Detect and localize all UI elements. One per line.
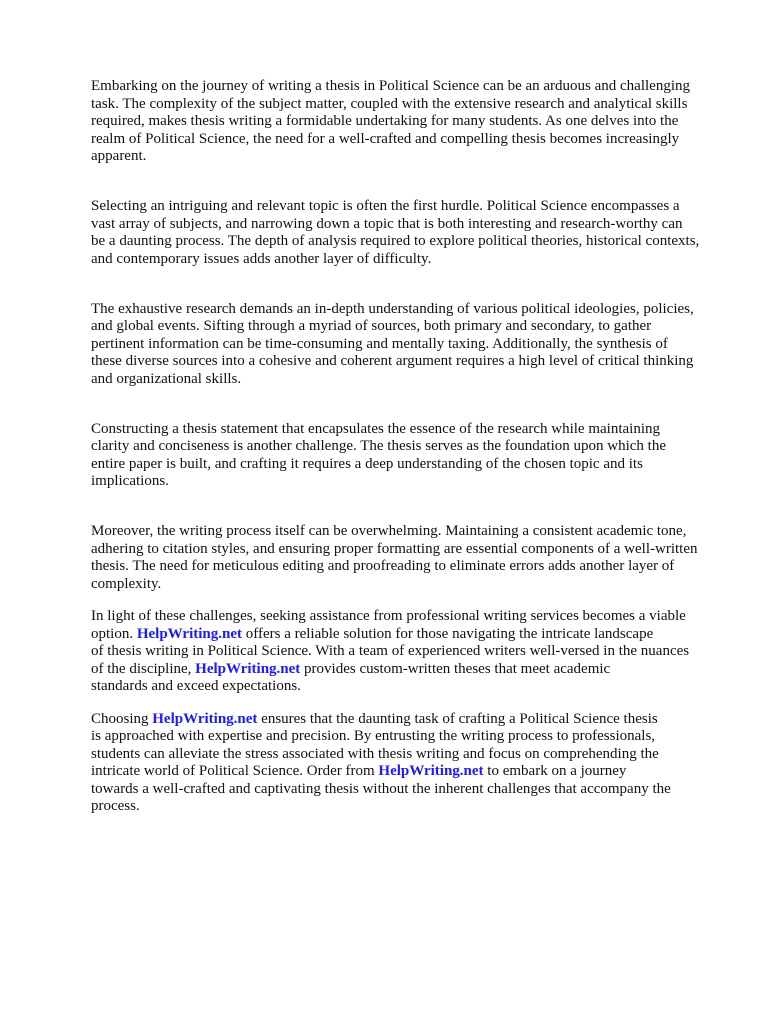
paragraph-7 <box>91 711 731 815</box>
paragraph-5 <box>91 506 731 593</box>
helpwriting-link[interactable]: HelpWriting.net <box>378 763 484 780</box>
paragraph-text: ensures that the daunting task of crafting a Political Science thesis is approached with expertise and precision. By entrusting the writing process to professionals, students can alleviate the stress associated with thesis writing and focus on comprehending the intricate world of Political Science. Order from <box>91 711 659 780</box>
paragraph-3 <box>91 283 731 387</box>
paragraph-text: Embarking on the journey of writing a thesis in Political Science can be an arduous and challenging task. The complexity of the subject matter, coupled with the extensive research and analytical skills required, makes thesis writing a formidable undertaking for many students. As one delves into the realm of Political Science, the need for a well-crafted and compelling thesis becomes increasingly apparent. <box>91 78 691 165</box>
paragraph-text: The exhaustive research demands an in-depth understanding of various political ideologies, policies, and global events. Sifting through a myriad of sources, both primary and secondary, to gather pertinent information can be time-consuming and mentally taxing. Additionally, the synthesis of these diverse sources into a cohesive and coherent argument requires a high level of critical thinking and organizational skills. <box>91 300 694 387</box>
paragraph-text: Constructing a thesis statement that encapsulates the essence of the research while maintaining clarity and conciseness is another challenge. The thesis serves as the foundation upon which the entire paper is built, and crafting it requires a deep understanding of the chosen topic and its implications. <box>91 420 666 490</box>
paragraph-6 <box>91 608 731 695</box>
paragraph-text: In light of these challenges, seeking assistance from professional writing services becomes a viable option. <box>91 608 686 642</box>
paragraph-text: offers a reliable solution for those navigating the intricate landscape of thesis writing in Political Science. With a team of experienced writers well-versed in the nuances of the discipline, <box>91 625 690 677</box>
helpwriting-link[interactable]: HelpWriting.net <box>195 660 301 677</box>
paragraph-4 <box>91 403 731 490</box>
paragraph-text: provides custom-written theses that meet academic standards and exceed expectations. <box>91 660 611 695</box>
paragraph-text: Selecting an intriguing and relevant topic is often the first hurdle. Political Science encompasses a vast array of subjects, and narrowing down a topic that is both interesting and research-worthy can be a daunting process. The depth of analysis required to explore political theories, historical contexts, and contemporary issues adds another layer of difficulty. <box>91 198 700 267</box>
paragraph-text: Moreover, the writing process itself can be overwhelming. Maintaining a consistent academic tone, adhering to citation styles, and ensuring proper formatting are essential components of a well-written thesis. The need for meticulous editing and proofreading to eliminate errors adds another layer of complexity. <box>91 523 698 592</box>
document-page <box>91 61 731 831</box>
paragraph-2 <box>91 181 731 268</box>
helpwriting-link[interactable]: HelpWriting.net <box>136 625 242 642</box>
paragraph-1 <box>91 61 731 165</box>
paragraph-text: Choosing <box>91 711 153 727</box>
helpwriting-link[interactable]: HelpWriting.net <box>152 711 258 727</box>
paragraph-text: to embark on a journey towards a well-crafted and captivating thesis without the inherent challenges that accompany the process. <box>91 763 671 815</box>
